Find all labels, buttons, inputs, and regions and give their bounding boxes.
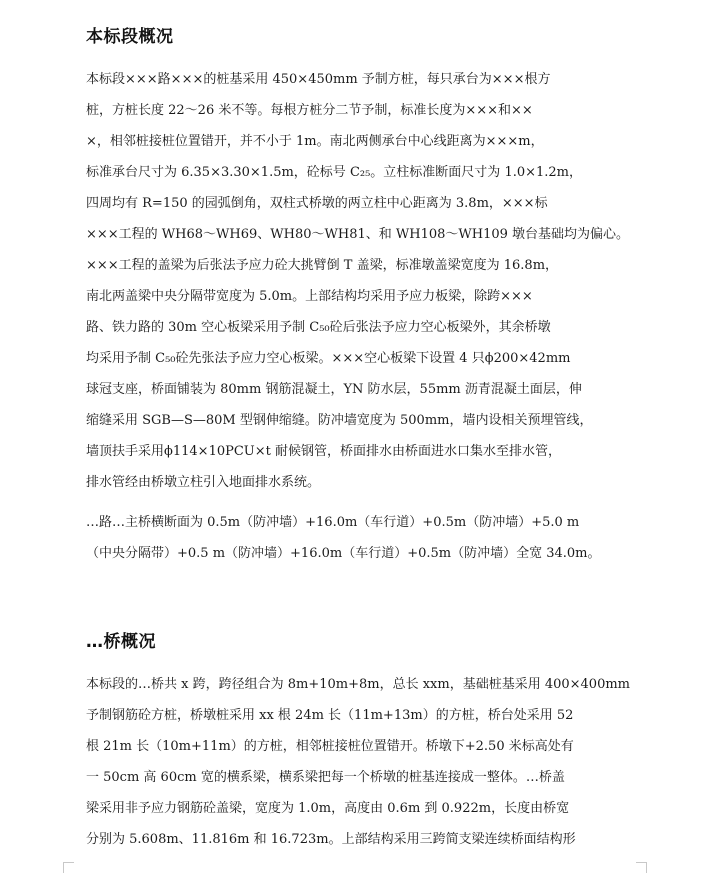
paragraph-bridge-overview: [86, 669, 646, 855]
section-heading-bid-overview: 本标段概况: [86, 27, 174, 47]
text-line: 分别为 5.608m、11.816m 和 16.723m。上部结构采用三跨简支梁连续桥面结构形: [86, 832, 576, 847]
text-line: ×××工程的盖梁为后张法予应力砼大挑臂倒 T 盖梁，标准墩盖梁宽度为 16.8m，: [86, 258, 559, 273]
text-line: （中央分隔带）+0.5 m（防冲墙）+16.0m（车行道）+0.5m（防冲墙）全宽 34.0m。: [86, 546, 601, 561]
text-line: 球冠支座，桥面铺装为 80mm 钢筋混凝土，YN 防水层，55mm 沥青混凝土面层，伸: [86, 382, 582, 397]
text-line: 予制钢筋砼方桩，桥墩桩采用 xx 根 24m 长（11m+13m）的方桩，桥台处采用 52: [86, 708, 574, 723]
paragraph-cross-section: [86, 507, 646, 569]
text-line: 桩，方桩长度 22～26 米不等。每根方桩分二节予制，标准长度为×××和××: [86, 103, 533, 118]
text-line: 一 50cm 高 60cm 宽的横系梁，横系梁把每一个桥墩的桩基连接成一整体。…桥盖: [86, 770, 565, 785]
text-line: 根 21m 长（10m+11m）的方桩，相邻桩接桩位置错开。桥墩下+2.50 米标高处有: [86, 739, 574, 754]
text-line: 梁采用非予应力钢筋砼盖梁，宽度为 1.0m，高度由 0.6m 到 0.922m，长度由桥宽: [86, 801, 570, 816]
text-line: 本标段×××路×××的桩基采用 450×450mm 予制方桩，每只承台为×××根方: [86, 72, 551, 87]
page-corner-mark-right: [636, 862, 647, 873]
page-corner-mark-left: [63, 862, 74, 873]
section-heading-bridge-overview: …桥概况: [86, 632, 156, 652]
text-line: 四周均有 R=150 的园弧倒角，双柱式桥墩的两立柱中心距离为 3.8m，×××标: [86, 196, 548, 211]
text-line: ×，相邻桩接桩位置错开，并不小于 1m。南北两侧承台中心线距离为×××m，: [86, 134, 544, 149]
text-line: 均采用予制 C₅₀砼先张法予应力空心板梁。×××空心板梁下设置 4 只ϕ200×42mm: [86, 351, 571, 366]
text-line: 南北两盖梁中央分隔带宽度为 5.0m。上部结构均采用予应力板梁，除跨×××: [86, 289, 533, 304]
text-line: 缩缝采用 SGB—S—80M 型钢伸缩缝。防冲墙宽度为 500mm，墙内设相关预埋管线，: [86, 413, 593, 428]
text-line: 标准承台尺寸为 6.35×3.30×1.5m，砼标号 C₂₅。立柱标准断面尺寸为 1.0×1.2m，: [86, 165, 583, 180]
text-line: …路…主桥横断面为 0.5m（防冲墙）+16.0m（车行道）+0.5m（防冲墙）+5.0 m: [86, 515, 580, 530]
text-line: 墙顶扶手采用ϕ114×10PCU×t 耐候钢管，桥面排水由桥面进水口集水至排水管，: [86, 444, 562, 459]
paragraph-bid-overview: [86, 64, 646, 498]
text-line: 排水管经由桥墩立柱引入地面排水系统。: [86, 475, 321, 490]
text-line: ×××工程的 WH68～WH69、WH80～WH81、和 WH108～WH109 墩台基础均为偏心。: [86, 227, 630, 242]
text-line: 本标段的…桥共 x 跨，跨径组合为 8m+10m+8m，总长 xxm，基础桩基采用 400×400mm: [86, 677, 631, 692]
text-line: 路、铁力路的 30m 空心板梁采用予制 C₅₀砼后张法予应力空心板梁外，其余桥墩: [86, 320, 551, 335]
